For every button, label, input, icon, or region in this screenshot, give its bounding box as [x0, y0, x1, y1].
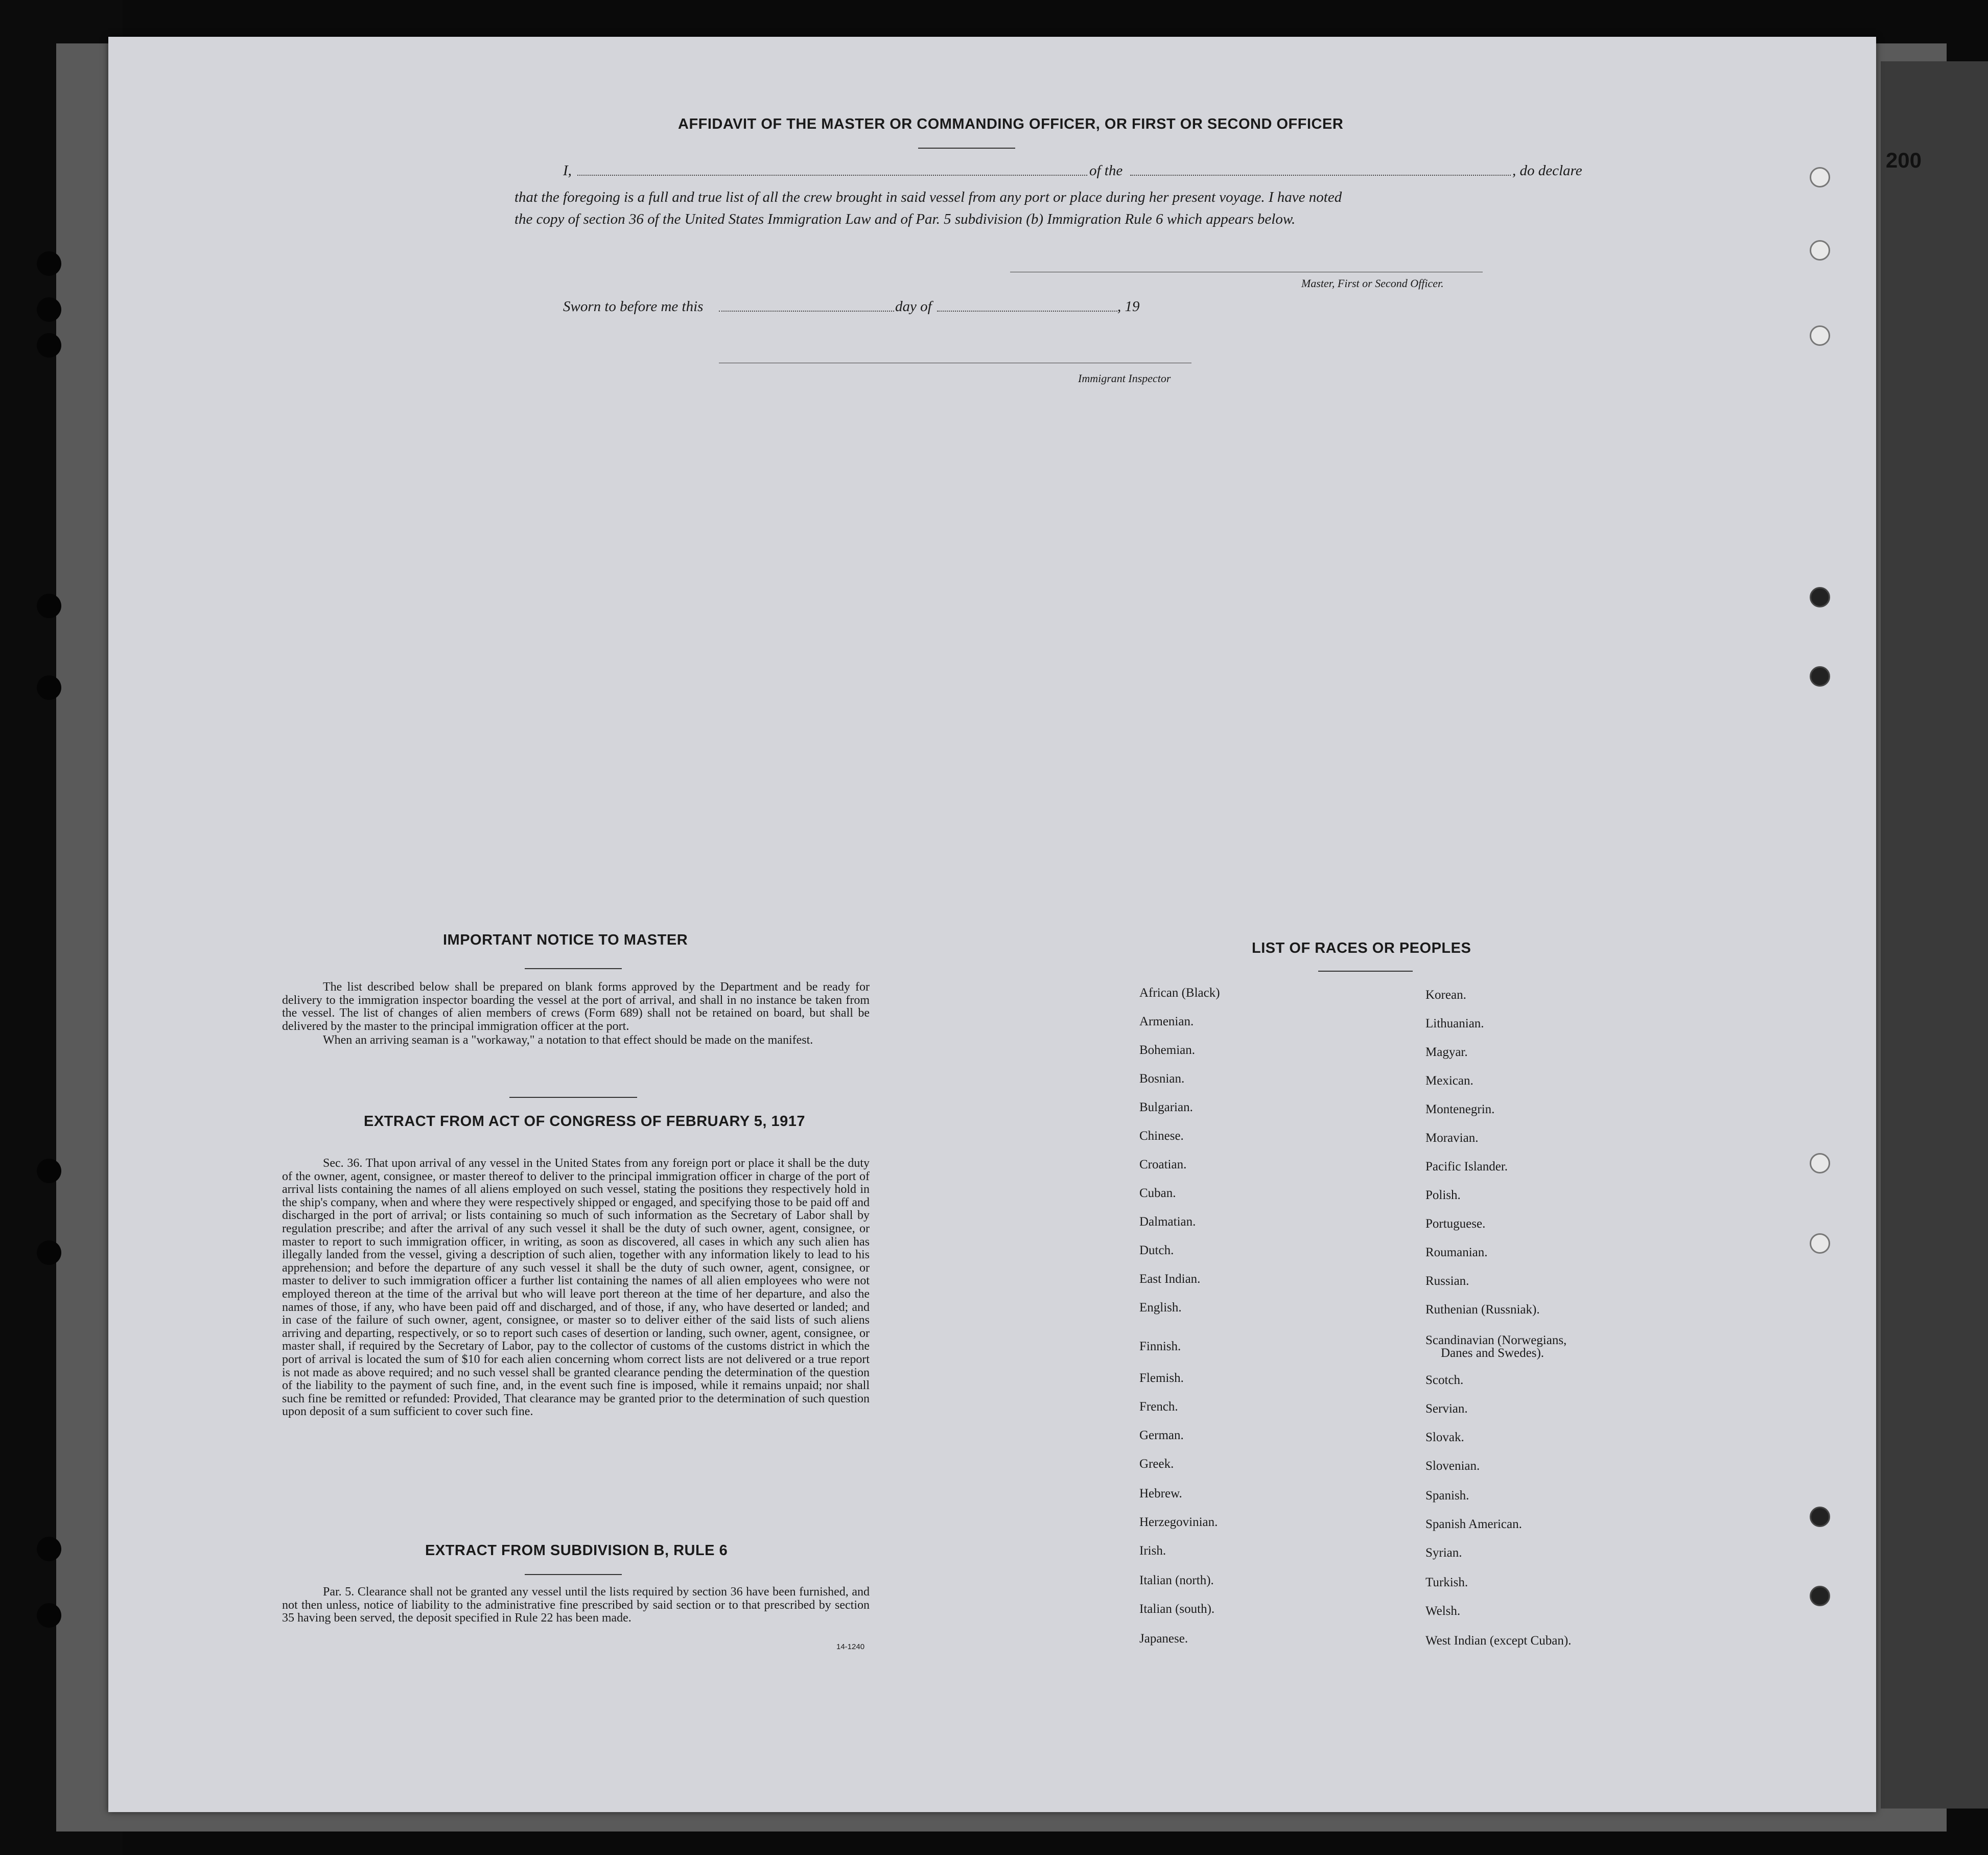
affidavit-title: AFFIDAVIT OF THE MASTER OR COMMANDING OFFICER, OR FIRST OR SECOND OFFICER: [678, 116, 1344, 132]
race-item: Magyar.: [1425, 1045, 1468, 1059]
punch-hole: [1810, 167, 1830, 187]
extract-act-text: [282, 1157, 870, 1419]
year-label: , 19: [1117, 298, 1140, 315]
binder-hole: [37, 333, 61, 358]
binder-hole: [37, 251, 61, 276]
form-number: 14-1240: [836, 1642, 865, 1651]
race-item: German.: [1139, 1428, 1184, 1442]
sworn-label: Sworn to before me this: [563, 298, 704, 315]
race-item: Montenegrin.: [1425, 1102, 1495, 1116]
punch-hole: [1810, 240, 1830, 261]
punch-hole: [1810, 666, 1830, 687]
notice-text: [282, 981, 870, 1033]
divider: [918, 148, 1015, 149]
sworn-day-field[interactable]: [719, 311, 894, 312]
affiant-name-field[interactable]: [577, 175, 1087, 176]
extract-act-title: EXTRACT FROM ACT OF CONGRESS OF FEBRUARY 5, 1917: [364, 1113, 806, 1130]
race-item: Flemish.: [1139, 1371, 1184, 1385]
binder-hole: [37, 1537, 61, 1561]
race-item: Korean.: [1425, 988, 1466, 1002]
race-item: Armenian.: [1139, 1015, 1194, 1028]
binder-hole: [37, 675, 61, 700]
race-item: Turkish.: [1425, 1576, 1468, 1589]
race-item: West Indian (except Cuban).: [1425, 1634, 1572, 1648]
extract-rule-title: EXTRACT FROM SUBDIVISION B, RULE 6: [425, 1542, 728, 1559]
race-item: Croatian.: [1139, 1158, 1187, 1171]
binder-hole: [37, 594, 61, 618]
race-item: Pacific Islander.: [1425, 1160, 1508, 1173]
master-signature-caption: Master, First or Second Officer.: [1301, 277, 1444, 290]
race-item: East Indian.: [1139, 1272, 1201, 1286]
race-item: Syrian.: [1425, 1546, 1462, 1560]
race-item: Greek.: [1139, 1457, 1174, 1471]
race-item: Dalmatian.: [1139, 1215, 1196, 1229]
punch-hole: [1810, 1507, 1830, 1527]
race-item: Slovenian.: [1425, 1459, 1480, 1473]
binder-hole: [37, 1603, 61, 1628]
race-item: Servian.: [1425, 1402, 1468, 1416]
punch-hole: [1810, 1586, 1830, 1606]
race-item: Finnish.: [1139, 1340, 1181, 1353]
sworn-month-field[interactable]: [937, 311, 1117, 312]
punch-hole: [1810, 325, 1830, 346]
race-item: Japanese.: [1139, 1632, 1188, 1646]
affidavit-line-2: that the foregoing is a full and true list of all the crew brought in said vessel from any port or place during her present voyage. I have noted: [514, 189, 1342, 205]
race-item: Hebrew.: [1139, 1487, 1182, 1500]
binder-hole: [37, 1159, 61, 1183]
race-item: African (Black): [1139, 986, 1220, 1000]
race-item: Italian (north).: [1139, 1574, 1214, 1587]
vessel-label: of the: [1089, 162, 1123, 179]
binder-hole: [37, 1240, 61, 1265]
notice-paragraph-1: The list described below shall be prepared on blank forms approved by the Department and be ready for delivery to the immigration inspector boarding the vessel at the port of arrival, and shall in no instance be taken from the vessel. The list of changes of alien members of crews (Form 689) shall not be retained on board, but shall be delivered by the master to the principal immigration officer at the port.: [282, 980, 870, 1033]
divider: [525, 968, 622, 969]
underlying-sheet-edge: [1881, 61, 1988, 1809]
race-item: Chinese.: [1139, 1129, 1184, 1143]
race-item: Welsh.: [1425, 1604, 1461, 1618]
race-item: Dutch.: [1139, 1243, 1174, 1257]
sheet-number: 200: [1885, 148, 1922, 172]
race-item: Mexican.: [1425, 1074, 1474, 1088]
paragraph-5-text: Par. 5. Clearance shall not be granted any vessel until the lists required by section 36 have been furnished, and not then unless, notice of liability to the administrative fine prescribed by said section or to that prescribed by section 35 having been served, the deposit specified in Rule 22 has been made.: [282, 1585, 870, 1625]
notice-paragraph-2: When an arriving seaman is a "workaway," a notation to that effect should be made on the manifest.: [323, 1034, 813, 1047]
race-item: Polish.: [1425, 1188, 1461, 1202]
race-item: French.: [1139, 1400, 1178, 1414]
day-of-label: day of: [895, 298, 932, 315]
affiant-label: I,: [563, 162, 572, 179]
document-page: [108, 37, 1876, 1812]
race-item: Ruthenian (Russniak).: [1425, 1303, 1540, 1317]
section-36-text: Sec. 36. That upon arrival of any vessel in the United States from any foreign port or place it shall be the duty of the owner, agent, consignee, or master thereof to deliver to the principal immigration officer in charge of the port of arrival lists containing the names of all aliens employed on such vessel, stating the positions they respectively hold in the ship's company, when and where they were respectively shipped or engaged, and specifying those to be paid off and discharged in the port of arrival; or lists containing so much of such information as the Secretary of Labor shall by regulation prescribe; and after the arrival of any such vessel it shall be the duty of such owner, agent, consignee, or master to report to such immigration officer, in writing, as soon as discovered, all cases in which any such alien has illegally landed from the vessel, giving a description of such alien, together with any information likely to lead to his apprehension; and before the departure of any such vessel it shall be the duty of such owner, agent, consignee, or master to deliver to such immigration officer a further list containing the names of all alien employees who were not employed thereon at the time of the arrival but who will leave port thereon at the time of her departure, and also the names of those, if any, who have been paid off and discharged, and of those, if any, who have deserted or landed; and in case of the failure of such owner, agent, consignee, or master so to deliver either of the said lists of such aliens arriving and departing, respectively, or so to report such cases of desertion or landing, such owner, agent, consignee, or master shall, if required by the Secretary of Labor, pay to the collector of customs of the customs district in which the port of arrival is located the sum of $10 for each alien concerning whom correct lists are not delivered or a true report is not made as above required; and no such vessel shall be granted clearance pending the determination of the question of the liability to the payment of such fine, and, in the event such fine is imposed, while it remains unpaid; nor shall such fine be remitted or refunded: Provided, That clearance may be granted prior to the determination of such question upon deposit of a sum sufficient to cover such fine.: [282, 1157, 870, 1419]
binder-hole: [37, 297, 61, 322]
punch-hole: [1810, 1233, 1830, 1254]
race-item: Bulgarian.: [1139, 1100, 1193, 1114]
vessel-name-field[interactable]: [1130, 175, 1511, 176]
punch-hole: [1810, 1153, 1830, 1173]
race-item: Italian (south).: [1139, 1602, 1215, 1616]
race-item: Bohemian.: [1139, 1043, 1196, 1057]
race-item: Herzegovinian.: [1139, 1515, 1218, 1529]
race-item: English.: [1139, 1301, 1182, 1314]
race-item: Spanish American.: [1425, 1517, 1522, 1531]
declare-label: , do declare: [1512, 162, 1582, 179]
race-item: Scandinavian (Norwegians,: [1425, 1333, 1567, 1347]
divider: [1318, 971, 1413, 972]
race-item: Danes and Swedes).: [1441, 1346, 1545, 1360]
race-item: Portuguese.: [1425, 1217, 1486, 1231]
races-title: LIST OF RACES OR PEOPLES: [1252, 940, 1471, 956]
extract-rule-text: [282, 1586, 870, 1625]
race-item: Scotch.: [1425, 1373, 1464, 1387]
race-item: Cuban.: [1139, 1186, 1176, 1200]
inspector-caption: Immigrant Inspector: [1078, 372, 1171, 385]
race-item: Spanish.: [1425, 1489, 1469, 1502]
race-item: Irish.: [1139, 1544, 1166, 1558]
race-item: Roumanian.: [1425, 1246, 1488, 1259]
race-item: Lithuanian.: [1425, 1017, 1484, 1030]
divider: [525, 1574, 622, 1575]
notice-text-2: [282, 1034, 870, 1047]
punch-hole: [1810, 587, 1830, 607]
race-item: Moravian.: [1425, 1131, 1479, 1145]
race-item: Slovak.: [1425, 1430, 1464, 1444]
race-item: Russian.: [1425, 1274, 1469, 1288]
divider: [509, 1097, 637, 1098]
race-item: Bosnian.: [1139, 1072, 1185, 1086]
notice-title: IMPORTANT NOTICE TO MASTER: [443, 932, 688, 948]
affidavit-line-3: the copy of section 36 of the United States Immigration Law and of Par. 5 subdivision (b) Immigration Rule 6 which appears below.: [514, 211, 1296, 227]
